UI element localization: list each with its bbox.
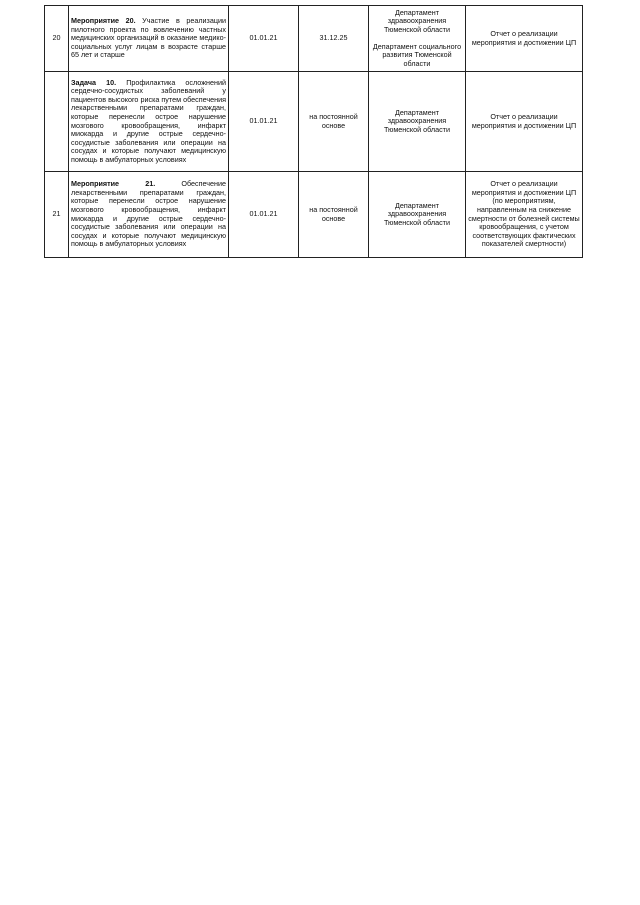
activity-name xyxy=(69,172,229,258)
task-name xyxy=(69,72,229,172)
activities-table xyxy=(44,5,583,258)
end-date: 31.12.25 xyxy=(299,6,369,72)
task-title: Задача 10. xyxy=(71,77,117,87)
table-row xyxy=(45,72,583,172)
row-number: 20 xyxy=(45,6,69,72)
executor xyxy=(369,172,466,258)
executor-name: Департамент здравоохранения Тюменской области xyxy=(383,200,450,227)
executor-name: Департамент социального развития Тюменской области xyxy=(372,41,462,68)
result-form: Отчет о реализации мероприятия и достижении ЦП xyxy=(466,72,583,172)
start-date: 01.01.21 xyxy=(229,172,299,258)
executor xyxy=(369,72,466,172)
activity-description: Обеспечение лекарственными препаратами граждан, которые перенесли острое нарушение мозгового кровообращения, инфаркт миокарда и другие острые сердечно-сосудистые заболевания или операции на сосудах и которые получают медицинскую помощь в амбулаторных условиях xyxy=(71,179,226,249)
activity-title: Мероприятие 20. xyxy=(71,16,136,26)
result-form: Отчет о реализации мероприятия и достижении ЦП (по мероприятиям, направленным на снижение смертности от болезней системы кровообращения, с учетом соответствующих фактических показателей смертности) xyxy=(466,172,583,258)
activity-title: Мероприятие 21. xyxy=(71,179,156,189)
start-date: 01.01.21 xyxy=(229,6,299,72)
start-date: 01.01.21 xyxy=(229,72,299,172)
row-number xyxy=(45,72,69,172)
result-form: Отчет о реализации мероприятия и достижении ЦП xyxy=(466,6,583,72)
executor xyxy=(369,6,466,72)
activity-description: Участие в реализации пилотного проекта по вовлечению частных медицинских организаций в оказание медико-социальных услуг лицам в возрасте старше 65 лет и старше xyxy=(71,16,226,60)
end-date: на постоянной основе xyxy=(299,172,369,258)
task-description: Профилактика осложнений сердечно-сосудистых заболеваний у пациентов высокого риска путем обеспечения лекарственными препаратами граждан, которые перенесли острое нарушение мозгового кровообращения, инфаркт миокарда и другие острые сердечно-сосудистые заболевания или операции на сосудах и которые получают медицинскую помощь в амбулаторных условиях xyxy=(71,77,226,164)
executor-name: Департамент здравоохранения Тюменской области xyxy=(383,7,450,34)
row-number: 21 xyxy=(45,172,69,258)
executor-name: Департамент здравоохранения Тюменской области xyxy=(383,107,450,134)
table-row xyxy=(45,172,583,258)
table-row xyxy=(45,6,583,72)
end-date: на постоянной основе xyxy=(299,72,369,172)
activity-name xyxy=(69,6,229,72)
